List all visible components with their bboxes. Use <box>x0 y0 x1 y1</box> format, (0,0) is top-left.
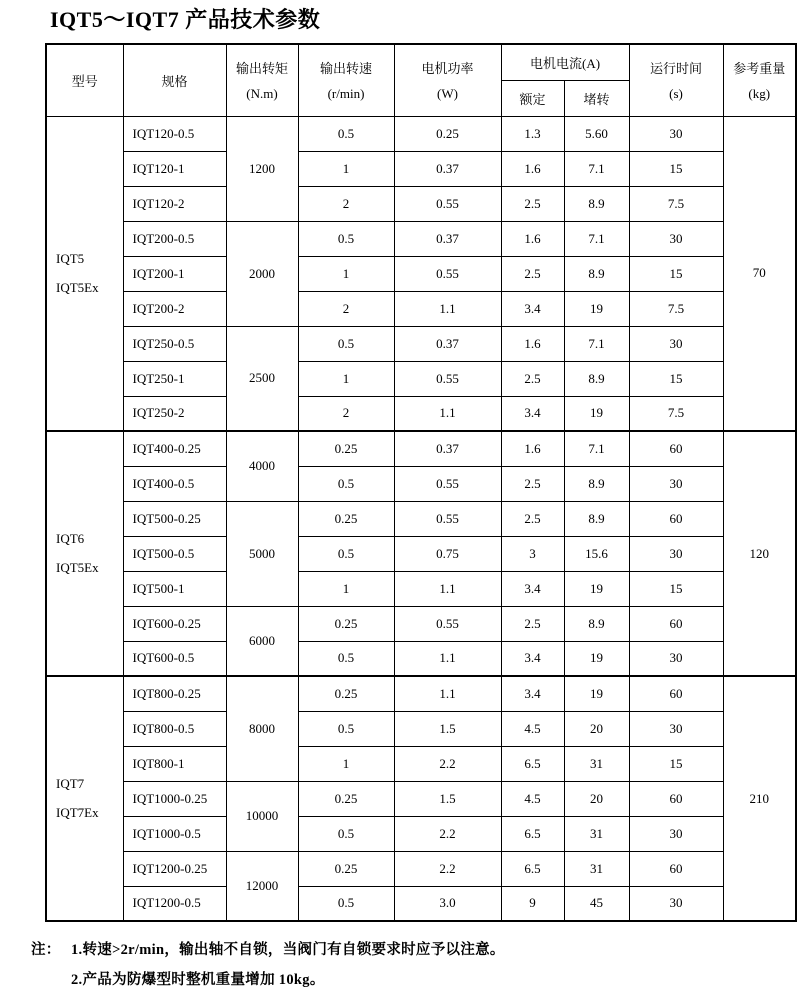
cell-current-rated: 2.5 <box>501 466 564 501</box>
cell-time: 30 <box>629 641 723 676</box>
cell-torque: 5000 <box>226 501 298 606</box>
cell-spec: IQT1000-0.5 <box>123 816 226 851</box>
cell-spec: IQT200-1 <box>123 256 226 291</box>
col-header-time-unit: (s) <box>669 86 683 102</box>
notes <box>31 935 800 991</box>
col-header-weight-name: 参考重量 <box>733 61 786 77</box>
cell-spec: IQT600-0.5 <box>123 641 226 676</box>
col-header-torque-unit: (N.m) <box>246 86 278 102</box>
cell-time: 30 <box>629 711 723 746</box>
page-title: IQT5～IQT7 产品技术参数 <box>50 7 321 32</box>
note-text-2: 2.产品为防爆型时整机重量增加 10kg。 <box>71 972 325 988</box>
cell-power: 2.2 <box>394 816 501 851</box>
cell-model <box>46 676 123 921</box>
cell-power: 1.1 <box>394 291 501 326</box>
table-row <box>46 781 796 816</box>
cell-spec: IQT120-2 <box>123 186 226 221</box>
cell-power: 0.37 <box>394 221 501 256</box>
cell-speed: 0.25 <box>298 781 394 816</box>
col-header-torque <box>226 44 298 116</box>
col-header-current-rated: 额定 <box>501 80 564 116</box>
cell-current-rated: 1.6 <box>501 221 564 256</box>
cell-speed: 2 <box>298 396 394 431</box>
cell-model <box>46 431 123 676</box>
cell-current-rated: 2.5 <box>501 256 564 291</box>
cell-power: 0.37 <box>394 326 501 361</box>
cell-spec: IQT600-0.25 <box>123 606 226 641</box>
cell-weight: 70 <box>723 116 796 431</box>
cell-current-rated: 3.4 <box>501 571 564 606</box>
cell-power: 1.1 <box>394 571 501 606</box>
cell-spec: IQT1200-0.25 <box>123 851 226 886</box>
cell-power: 3.0 <box>394 886 501 921</box>
cell-current-rated: 4.5 <box>501 781 564 816</box>
cell-current-rated: 6.5 <box>501 746 564 781</box>
cell-torque: 10000 <box>226 781 298 851</box>
cell-current-rated: 6.5 <box>501 851 564 886</box>
table-row <box>46 396 796 431</box>
cell-time: 30 <box>629 326 723 361</box>
model-line-1: IQT6 <box>56 531 85 546</box>
cell-power: 1.1 <box>394 641 501 676</box>
cell-current-stall: 45 <box>564 886 629 921</box>
table-row <box>46 641 796 676</box>
table-row <box>46 501 796 536</box>
table-row <box>46 186 796 221</box>
cell-time: 15 <box>629 256 723 291</box>
table-row <box>46 711 796 746</box>
table-row <box>46 536 796 571</box>
col-header-power-name: 电机功率 <box>421 61 474 77</box>
cell-current-rated: 2.5 <box>501 361 564 396</box>
cell-torque: 1200 <box>226 116 298 221</box>
col-header-power <box>394 44 501 116</box>
cell-current-rated: 4.5 <box>501 711 564 746</box>
cell-spec: IQT120-0.5 <box>123 116 226 151</box>
cell-current-rated: 3.4 <box>501 396 564 431</box>
cell-current-rated: 6.5 <box>501 816 564 851</box>
cell-spec: IQT500-0.5 <box>123 536 226 571</box>
cell-current-stall: 31 <box>564 746 629 781</box>
cell-current-stall: 7.1 <box>564 431 629 466</box>
cell-current-rated: 1.3 <box>501 116 564 151</box>
cell-current-stall: 19 <box>564 396 629 431</box>
table-row <box>46 291 796 326</box>
cell-current-stall: 15.6 <box>564 536 629 571</box>
cell-weight: 120 <box>723 431 796 676</box>
cell-spec: IQT1200-0.5 <box>123 886 226 921</box>
cell-power: 0.55 <box>394 606 501 641</box>
cell-speed: 2 <box>298 291 394 326</box>
col-header-model: 型号 <box>46 44 123 116</box>
cell-time: 7.5 <box>629 186 723 221</box>
cell-time: 60 <box>629 851 723 886</box>
cell-current-stall: 19 <box>564 676 629 711</box>
cell-current-stall: 7.1 <box>564 326 629 361</box>
col-header-speed-name: 输出转速 <box>319 61 372 77</box>
cell-current-stall: 20 <box>564 781 629 816</box>
cell-current-stall: 20 <box>564 711 629 746</box>
spec-table <box>45 43 797 922</box>
cell-current-stall: 8.9 <box>564 606 629 641</box>
model-line-1: IQT7 <box>56 776 85 791</box>
cell-time: 60 <box>629 431 723 466</box>
cell-torque: 4000 <box>226 431 298 501</box>
cell-speed: 1 <box>298 361 394 396</box>
cell-power: 1.5 <box>394 781 501 816</box>
cell-power: 0.55 <box>394 361 501 396</box>
cell-speed: 1 <box>298 746 394 781</box>
cell-spec: IQT200-2 <box>123 291 226 326</box>
cell-current-rated: 1.6 <box>501 326 564 361</box>
cell-torque: 12000 <box>226 851 298 921</box>
note-text-1: 1.转速>2r/min，输出轴不自锁，当阀门有自锁要求时应予以注意。 <box>71 942 505 958</box>
cell-current-stall: 8.9 <box>564 361 629 396</box>
col-header-weight <box>723 44 796 116</box>
cell-speed: 0.5 <box>298 886 394 921</box>
table-row <box>46 606 796 641</box>
cell-power: 1.1 <box>394 676 501 711</box>
cell-power: 0.55 <box>394 501 501 536</box>
cell-spec: IQT800-0.5 <box>123 711 226 746</box>
cell-spec: IQT120-1 <box>123 151 226 186</box>
col-header-weight-unit: (kg) <box>748 86 771 102</box>
cell-power: 0.75 <box>394 536 501 571</box>
cell-speed: 0.5 <box>298 221 394 256</box>
cell-time: 7.5 <box>629 396 723 431</box>
cell-power: 0.37 <box>394 151 501 186</box>
cell-spec: IQT800-1 <box>123 746 226 781</box>
header-row-1 <box>46 44 796 80</box>
cell-time: 30 <box>629 536 723 571</box>
table-row <box>46 151 796 186</box>
col-header-time <box>629 44 723 116</box>
cell-speed: 0.5 <box>298 816 394 851</box>
cell-power: 0.55 <box>394 186 501 221</box>
cell-speed: 0.5 <box>298 641 394 676</box>
cell-current-stall: 19 <box>564 571 629 606</box>
cell-current-stall: 19 <box>564 641 629 676</box>
cell-current-rated: 1.6 <box>501 431 564 466</box>
cell-time: 15 <box>629 571 723 606</box>
cell-speed: 0.25 <box>298 606 394 641</box>
cell-torque: 8000 <box>226 676 298 781</box>
cell-speed: 2 <box>298 186 394 221</box>
cell-speed: 0.5 <box>298 466 394 501</box>
table-row <box>46 571 796 606</box>
table-row <box>46 816 796 851</box>
cell-time: 15 <box>629 746 723 781</box>
model-line-1: IQT5 <box>56 250 85 266</box>
cell-power: 0.55 <box>394 466 501 501</box>
cell-current-rated: 3.4 <box>501 641 564 676</box>
cell-torque: 6000 <box>226 606 298 676</box>
cell-current-rated: 3.4 <box>501 291 564 326</box>
col-header-current: 电机电流(A) <box>501 44 629 80</box>
cell-speed: 0.5 <box>298 326 394 361</box>
cell-spec: IQT400-0.5 <box>123 466 226 501</box>
cell-power: 2.2 <box>394 746 501 781</box>
cell-speed: 0.5 <box>298 711 394 746</box>
model-line-2: IQT5Ex <box>56 279 99 295</box>
cell-current-stall: 31 <box>564 816 629 851</box>
cell-current-stall: 19 <box>564 291 629 326</box>
col-header-speed-unit: (r/min) <box>327 86 365 102</box>
cell-speed: 1 <box>298 571 394 606</box>
table-row <box>46 676 796 711</box>
cell-current-rated: 1.6 <box>501 151 564 186</box>
cell-torque: 2000 <box>226 221 298 326</box>
cell-time: 60 <box>629 781 723 816</box>
cell-speed: 0.25 <box>298 431 394 466</box>
notes-label: 注： <box>31 942 61 958</box>
cell-current-stall: 7.1 <box>564 151 629 186</box>
cell-speed: 0.5 <box>298 116 394 151</box>
cell-time: 15 <box>629 151 723 186</box>
cell-weight: 210 <box>723 676 796 921</box>
cell-spec: IQT500-1 <box>123 571 226 606</box>
cell-spec: IQT250-0.5 <box>123 326 226 361</box>
table-row <box>46 431 796 466</box>
cell-current-rated: 2.5 <box>501 186 564 221</box>
cell-model <box>46 116 123 431</box>
cell-time: 7.5 <box>629 291 723 326</box>
cell-speed: 0.25 <box>298 501 394 536</box>
cell-time: 30 <box>629 816 723 851</box>
table-row <box>46 851 796 886</box>
model-line-2: IQT5Ex <box>56 560 99 575</box>
table-row <box>46 361 796 396</box>
cell-spec: IQT250-2 <box>123 396 226 431</box>
cell-speed: 1 <box>298 151 394 186</box>
cell-current-rated: 3.4 <box>501 676 564 711</box>
cell-current-stall: 8.9 <box>564 466 629 501</box>
cell-spec: IQT400-0.25 <box>123 431 226 466</box>
table-row <box>46 116 796 151</box>
table-row <box>46 256 796 291</box>
cell-time: 30 <box>629 116 723 151</box>
cell-current-stall: 8.9 <box>564 256 629 291</box>
cell-speed: 1 <box>298 256 394 291</box>
cell-current-stall: 5.60 <box>564 116 629 151</box>
table-row <box>46 326 796 361</box>
cell-current-rated: 3 <box>501 536 564 571</box>
cell-power: 0.55 <box>394 256 501 291</box>
col-header-power-unit: (W) <box>437 86 458 102</box>
cell-current-rated: 2.5 <box>501 501 564 536</box>
cell-power: 2.2 <box>394 851 501 886</box>
cell-speed: 0.25 <box>298 676 394 711</box>
cell-spec: IQT200-0.5 <box>123 221 226 256</box>
cell-power: 1.1 <box>394 396 501 431</box>
cell-current-stall: 7.1 <box>564 221 629 256</box>
cell-spec: IQT250-1 <box>123 361 226 396</box>
cell-time: 60 <box>629 501 723 536</box>
cell-current-stall: 31 <box>564 851 629 886</box>
cell-spec: IQT1000-0.25 <box>123 781 226 816</box>
cell-time: 60 <box>629 676 723 711</box>
cell-speed: 0.25 <box>298 851 394 886</box>
cell-time: 15 <box>629 361 723 396</box>
cell-time: 60 <box>629 606 723 641</box>
table-row <box>46 221 796 256</box>
cell-current-rated: 2.5 <box>501 606 564 641</box>
col-header-speed <box>298 44 394 116</box>
cell-power: 0.25 <box>394 116 501 151</box>
table-row <box>46 886 796 921</box>
note-line <box>31 965 800 991</box>
cell-torque: 2500 <box>226 326 298 431</box>
cell-spec: IQT500-0.25 <box>123 501 226 536</box>
cell-current-rated: 9 <box>501 886 564 921</box>
cell-time: 30 <box>629 466 723 501</box>
cell-time: 30 <box>629 886 723 921</box>
note-line <box>31 935 800 965</box>
cell-power: 0.37 <box>394 431 501 466</box>
cell-power: 1.5 <box>394 711 501 746</box>
table-row <box>46 466 796 501</box>
cell-speed: 0.5 <box>298 536 394 571</box>
col-header-torque-name: 输出转矩 <box>235 61 288 77</box>
cell-current-stall: 8.9 <box>564 186 629 221</box>
col-header-time-name: 运行时间 <box>650 61 703 77</box>
model-line-2: IQT7Ex <box>56 805 99 820</box>
col-header-current-stall: 堵转 <box>564 80 629 116</box>
cell-current-stall: 8.9 <box>564 501 629 536</box>
cell-spec: IQT800-0.25 <box>123 676 226 711</box>
col-header-spec: 规格 <box>123 44 226 116</box>
cell-time: 30 <box>629 221 723 256</box>
table-row <box>46 746 796 781</box>
